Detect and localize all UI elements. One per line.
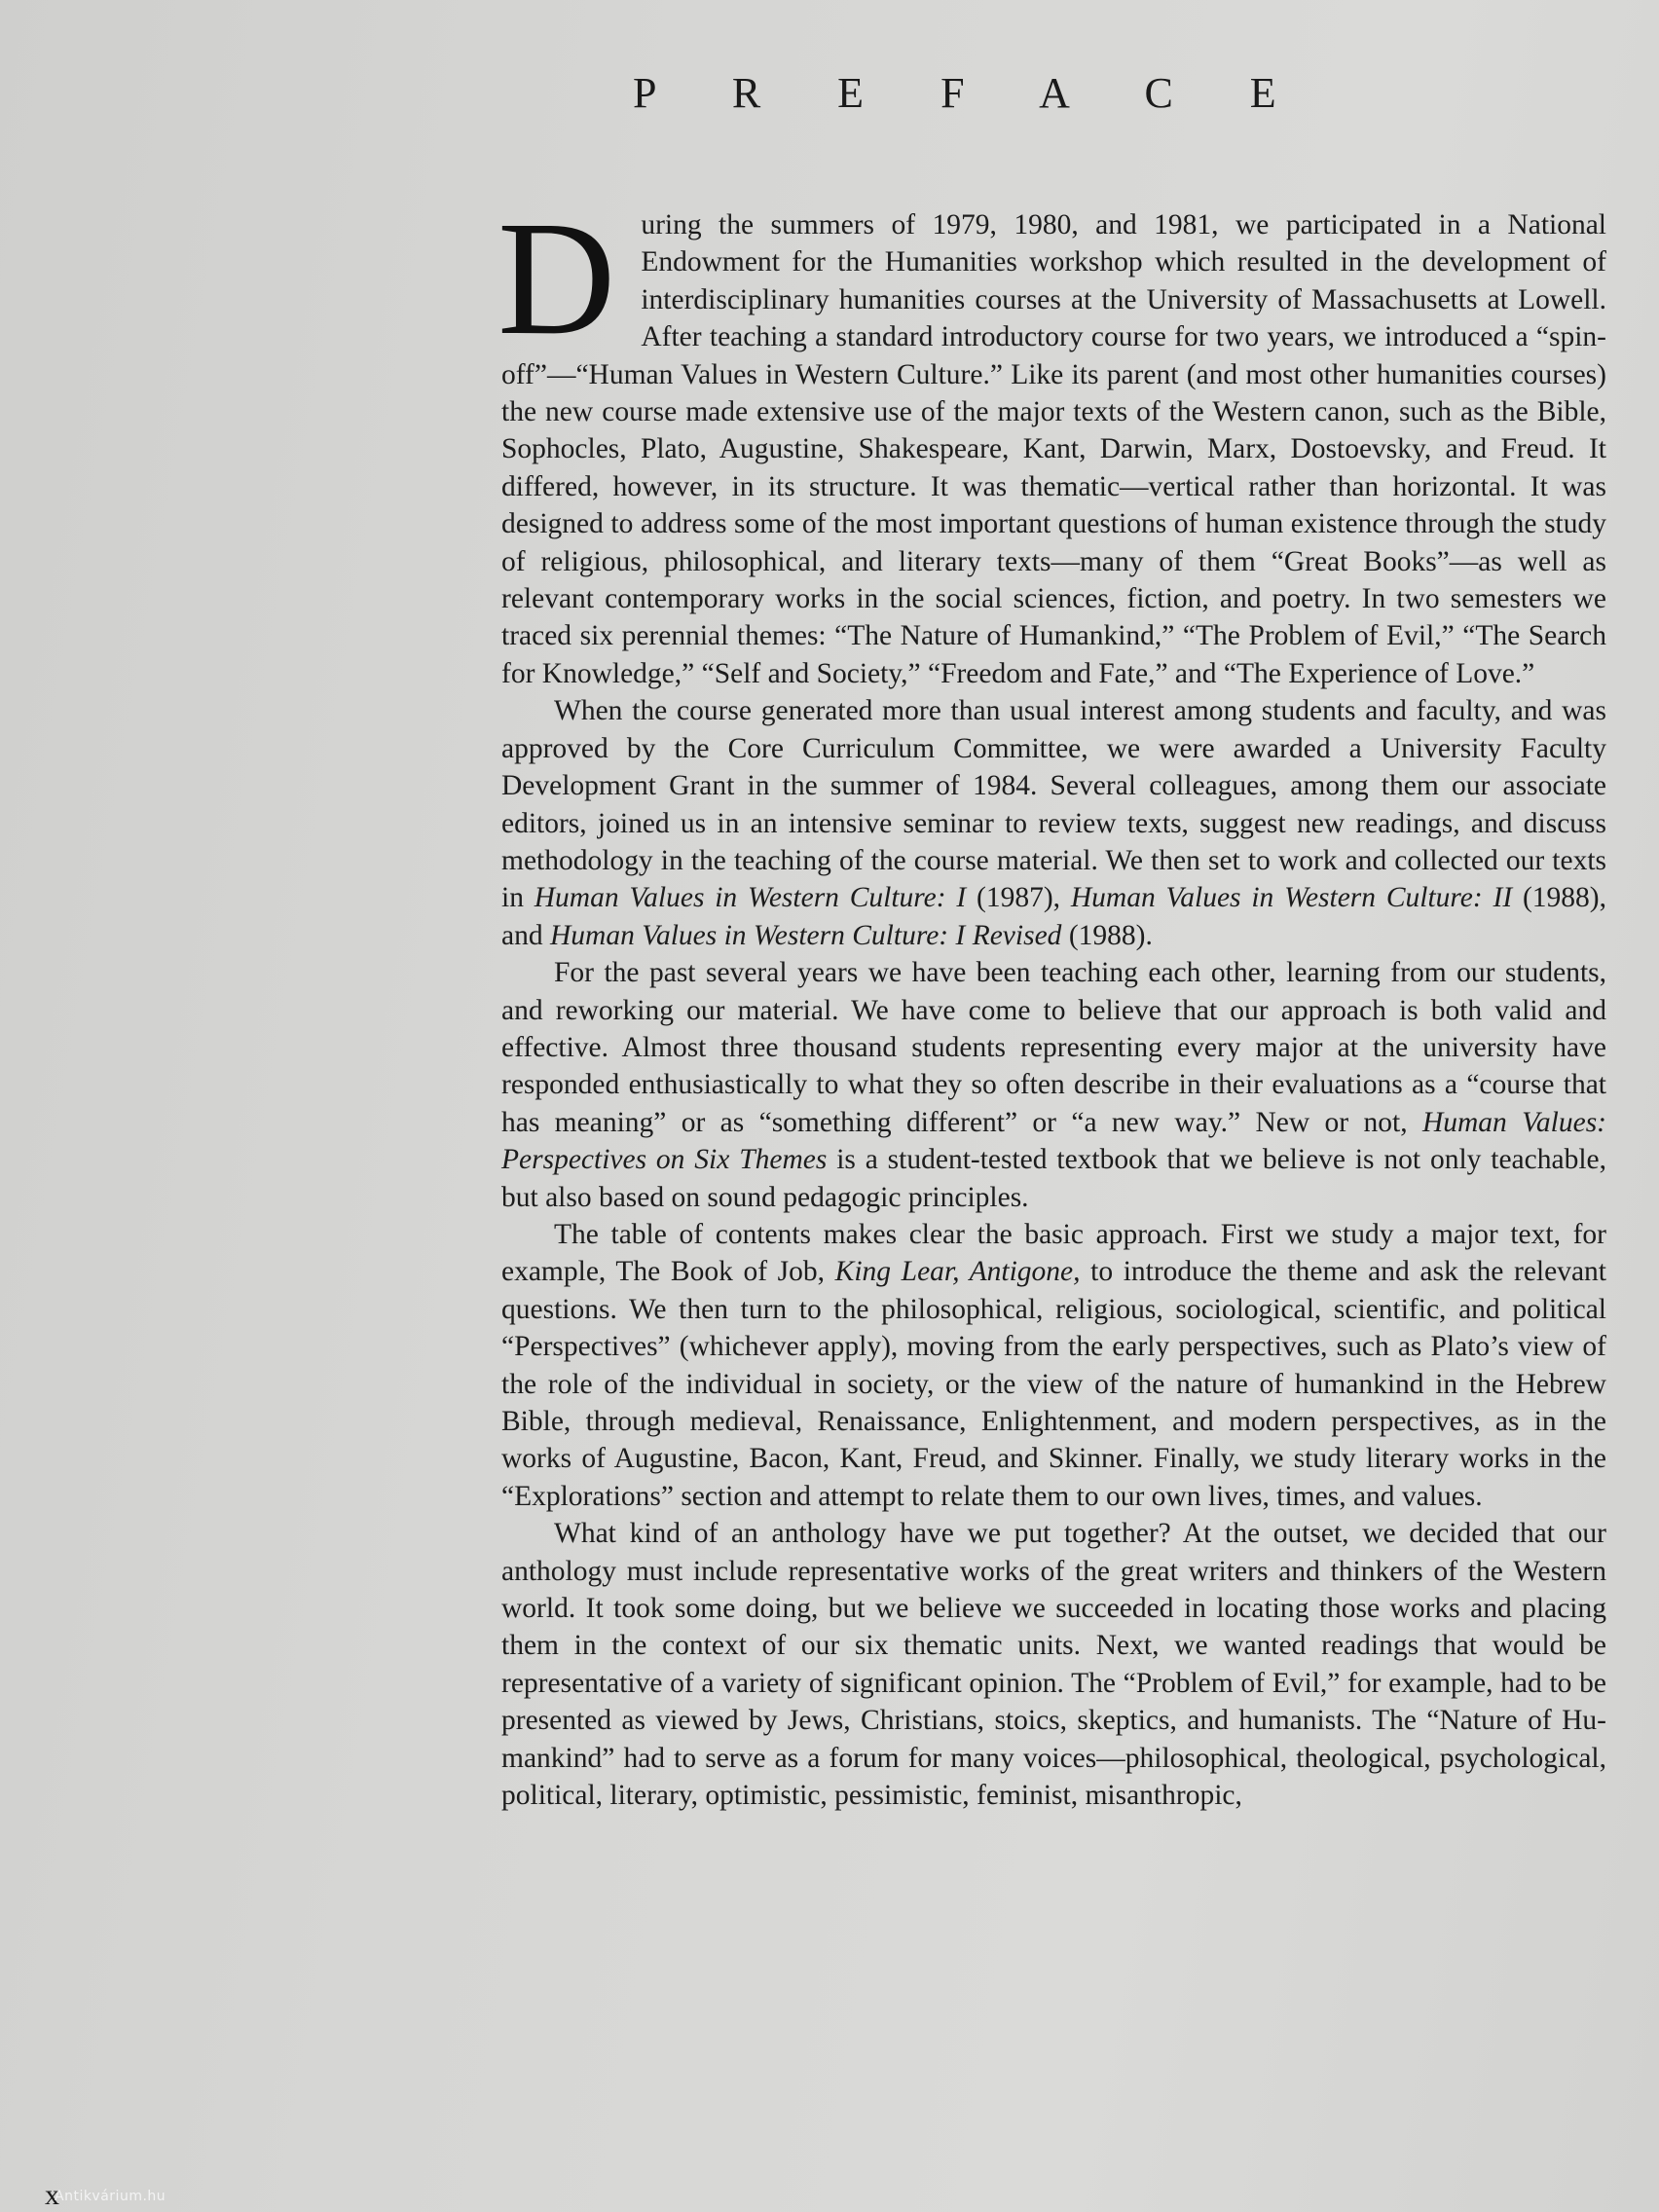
book-title-human-values: Human Values: Perspectives on Six Themes [501, 1106, 1607, 1176]
watermark: Antikvárium.hu [55, 2189, 166, 2204]
book-title-volume-1: Human Values in Western Culture: I [534, 882, 967, 914]
work-titles: King Lear, Antigone, [834, 1256, 1081, 1288]
paragraph-4-text-b: to introduce the theme and ask the relevant questions. We then turn to the philosophical, religious, sociological, scientific, and political “Perspectives” (whichever apply), moving from the early perspectives, such as Plato’s view of the role of the individual in society, or the view of the nature of humankind in the Hebrew Bible, through medieval, Renaissance, Enlightenment, and modern perspectives, as in the works of Augustine, Bacon, Kant, Freud, and Skinner. Finally, we study literary works in the “Explorations” section and attempt to relate them to our own lives, times, and values. [501, 1256, 1607, 1512]
preface-body [498, 188, 1607, 1814]
drop-cap: D [498, 188, 616, 369]
paragraph-2-text-b: (1987), [966, 882, 1071, 914]
paragraph-3-text-a: For the past several years we have been teaching each other, learning from our students, and reworking our material. We have come to believe that our approach is both valid and effective. Almost three thousand students representing every major at the university have responded enthusiastically to what they so often describe in their evaluations as a “course that has meaning” or as “something different” or “a new way.” New or not, [501, 957, 1606, 1138]
paragraph-4-text-a: The table of contents makes clear the basic approach. First we study a major text, for example, The Book of Job, [501, 1218, 1606, 1288]
paragraph-4 [501, 1216, 1606, 1515]
book-title-volume-2: Human Values in Western Culture: II [1070, 882, 1513, 914]
paragraph-3-text-b: is a student-tested textbook that we believe is not only teachable, but also based on sound pedagogic principles. [501, 1144, 1606, 1213]
paragraph-2-text-a: When the course generated more than usual interest among students and faculty, and was approved by the Core Curriculum Committee, we were awarded a University Faculty Development Grant in the summer of 1984. Several colleagues, among them our associate editors, joined us in an intensive seminar to review texts, suggest new readings, and discuss methodology in the teaching of the course material. We then set to work and collected our texts in [501, 695, 1606, 914]
page-number: x [45, 2179, 59, 2211]
paragraph-1-text: uring the summers of 1979, 1980, and 1981, we participated in a National Endowment for the Humanities workshop which resulted in the development of interdisciplinary humanities courses at the University of Massachusetts at Lowell. After teaching a standard introductory course for two years, we introduced a “spin-off”—“Human Values in Western Culture.” Like its parent (and most other humanities courses) the new course made extensive use of the major texts of the Western canon, such as the Bible, Sophocles, Plato, Augustine, Shakespeare, Kant, Darwin, Marx, Dostoevsky, and Freud. It differed, however, in its structure. It was thematic—vertical rather than horizontal. It was designed to address some of the most important questions of human existence through the study of religious, philosophical, and literary texts—many of them “Great Books”—as well as relevant contemporary works in the social sciences, fiction, and poetry. In two semesters we traced six perennial themes: “The Nature of Humankind,” “The Problem of Evil,” “The Search for Knowledge,” “Self and Society,” “Freedom and Fate,” and “The Experience of Love.” [501, 209, 1606, 689]
page-title: P R E F A C E [633, 69, 1309, 117]
paragraph-5 [501, 1515, 1606, 1814]
paragraph-5-text: What kind of an anthology have we put together? At the outset, we decided that our anthology must include representative works of the great writers and thinkers of the Western world. It took some doing, but we believe we succeeded in locating those works and placing them in the context of our six thematic units. Next, we wanted readings that would be representative of a variety of significant opinion. The “Problem of Evil,” for example, had to be presented as viewed by Jews, Christians, stoics, skeptics, and humanists. The “Nature of Humankind” had to serve as a forum for many voices—philosophical, theological, psychological, political, literary, optimistic, pessimistic, feminist, misanthropic, [501, 1518, 1606, 1812]
paragraph-2-text-c: (1988), and [501, 882, 1606, 951]
paragraph-2 [501, 692, 1606, 954]
paragraph-1 [498, 188, 1606, 692]
paragraph-2-text-d: (1988). [1061, 919, 1153, 951]
paragraph-3 [501, 954, 1606, 1216]
book-title-volume-1-revised: Human Values in Western Culture: I Revised [549, 919, 1062, 951]
